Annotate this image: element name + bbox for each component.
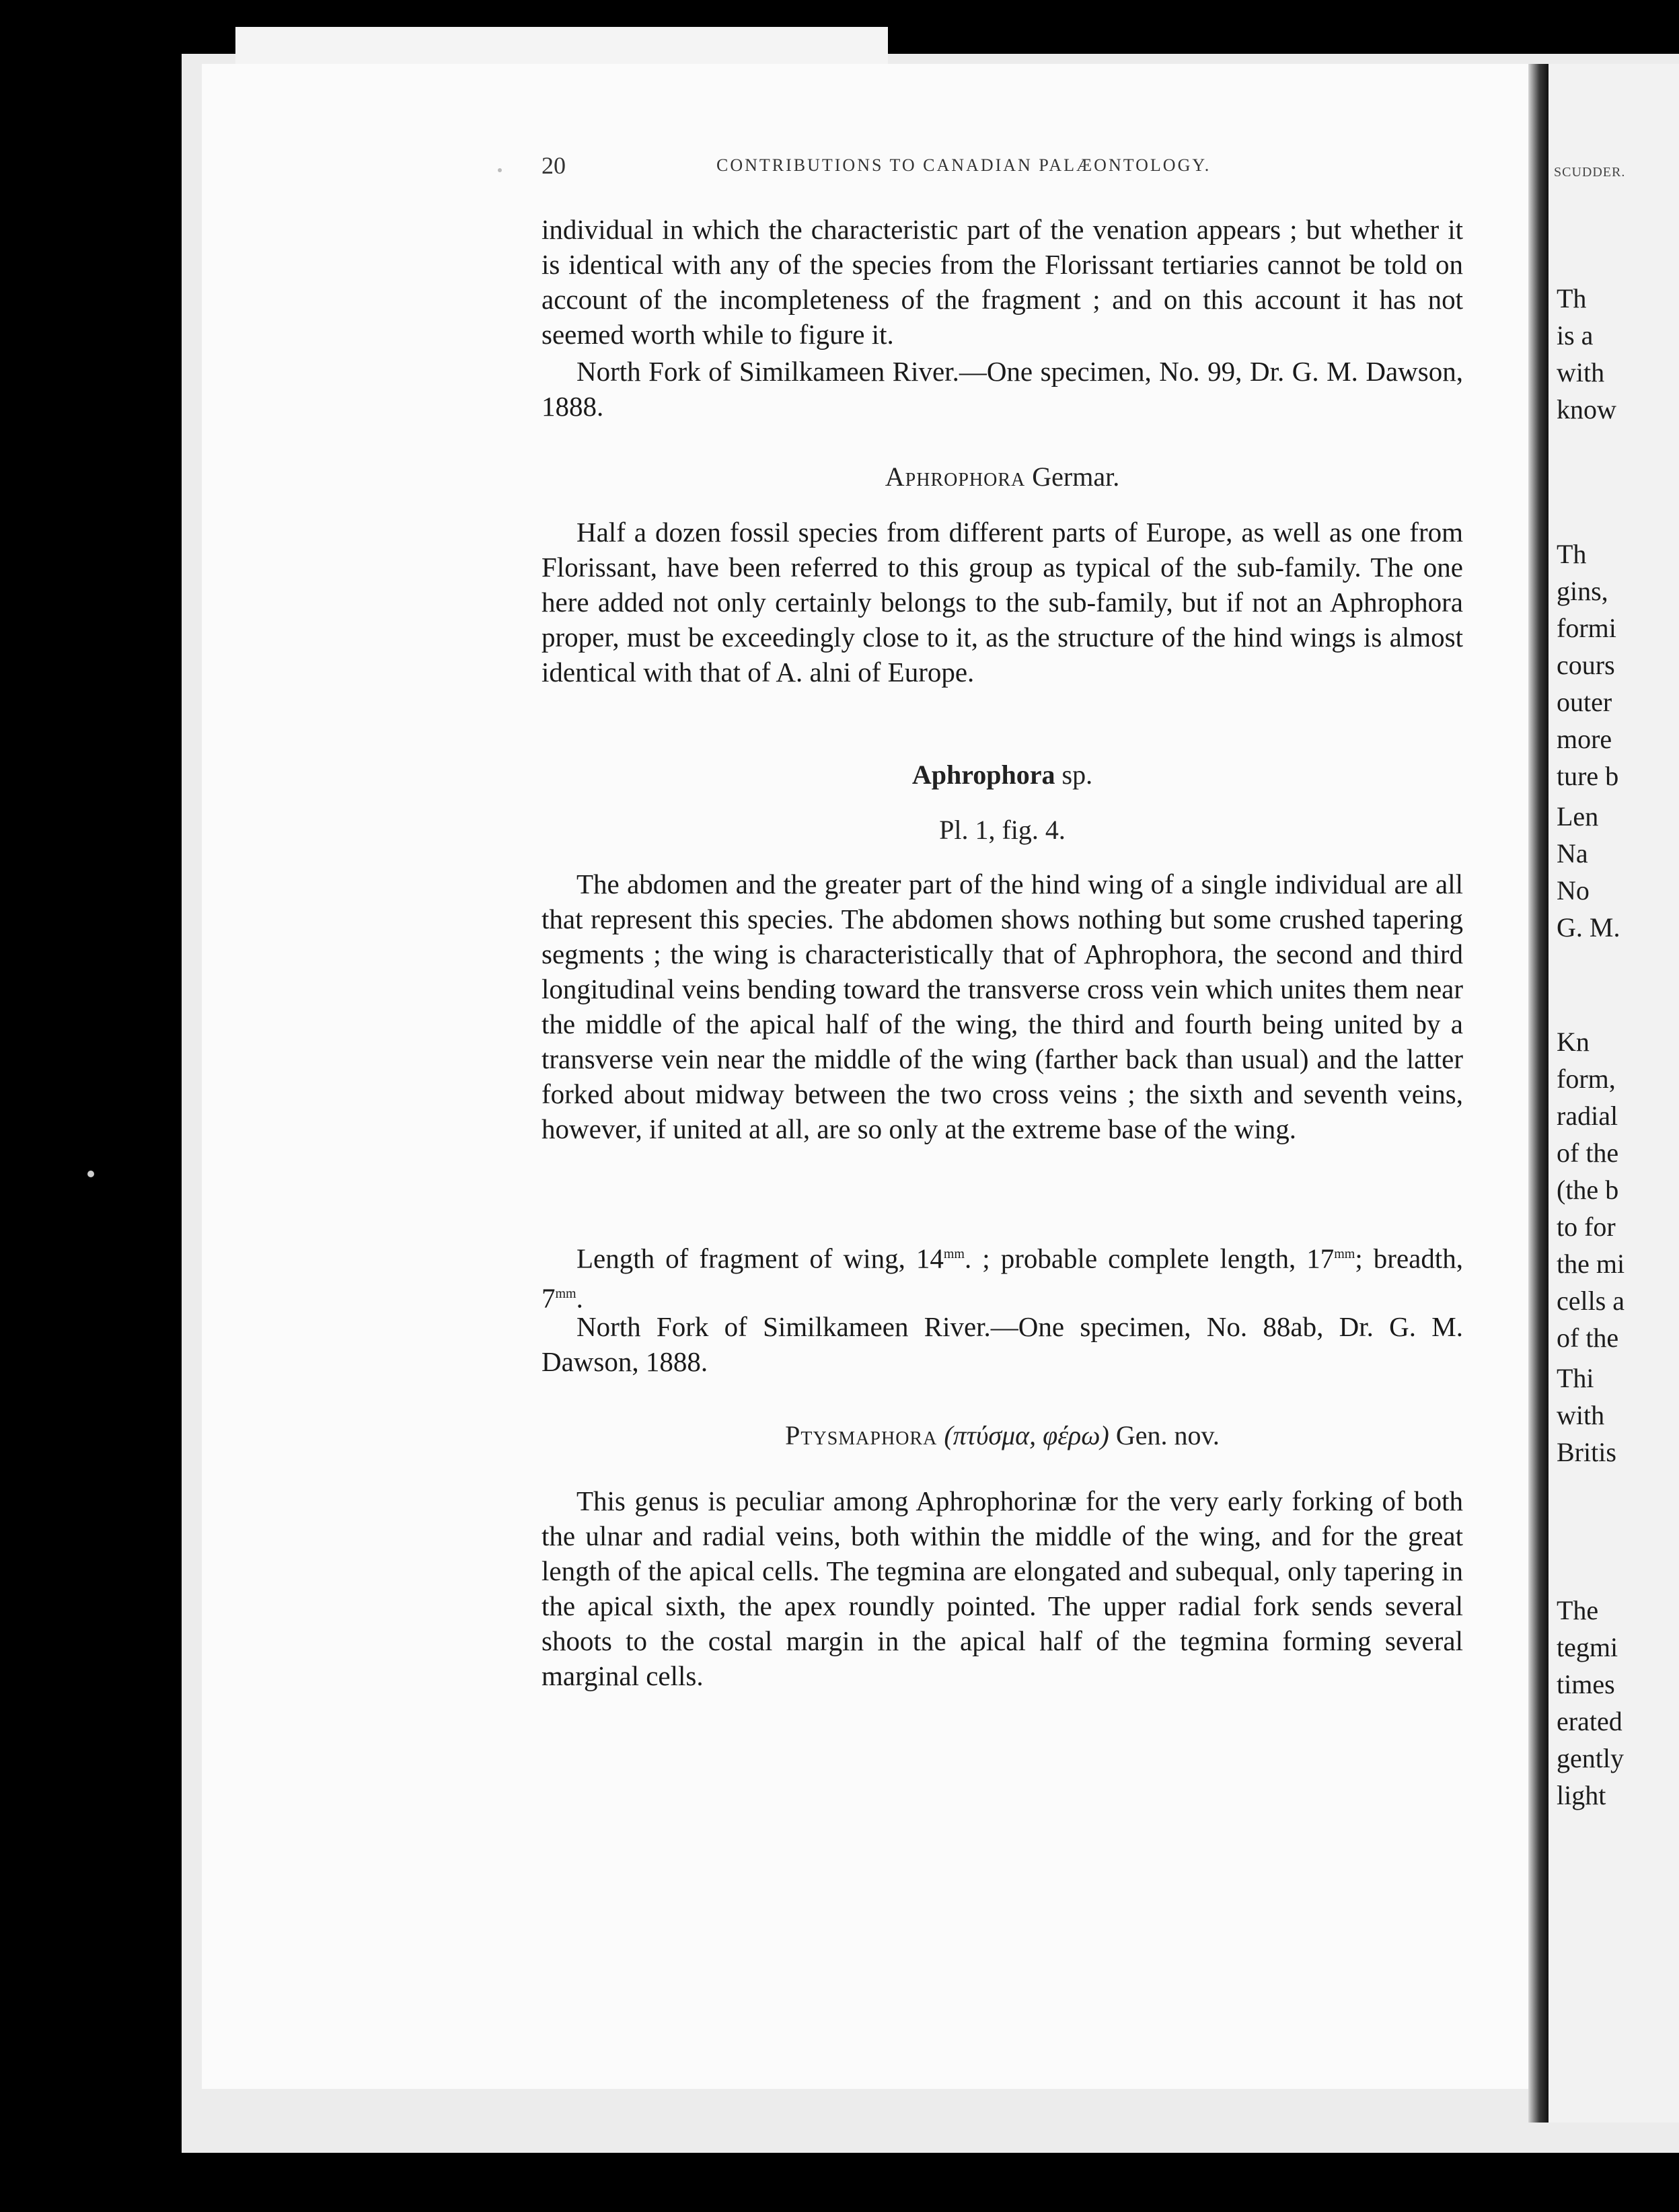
greek-etymology: (πτύσμα, φέρω) xyxy=(944,1420,1109,1450)
facing-page-line: No xyxy=(1557,875,1590,906)
facing-page-line: formi xyxy=(1557,613,1616,643)
facing-page-line: light xyxy=(1557,1780,1606,1810)
facing-page-line: ture b xyxy=(1557,761,1619,791)
facing-page-line: cells a xyxy=(1557,1286,1625,1316)
genus-description-paragraph: Half a dozen fossil species from different parts of Europe, as well as one from Florissant, have been referred to this group as typical of the sub-family. The one here added not only certainly belongs to the sub-family, but if not an Aphrophora proper, must be exceedingly close to it, as the structure of the hind wings is almost identical with that of A. alni of Europe. xyxy=(542,517,1463,688)
unit-mm-2: mm xyxy=(1334,1247,1355,1261)
facing-page-line: (the b xyxy=(1557,1175,1619,1205)
facing-page-line: Th xyxy=(1557,283,1587,314)
facing-page-line: Len xyxy=(1557,801,1599,832)
facing-page-line: Na xyxy=(1557,838,1588,869)
facing-page-line: is a xyxy=(1557,320,1594,351)
running-head: CONTRIBUTIONS TO CANADIAN PALÆONTOLOGY. xyxy=(716,155,1211,175)
facing-page-line: know xyxy=(1557,394,1616,425)
plate-reference: Pl. 1, fig. 4. xyxy=(939,815,1066,845)
facing-page-line: Th xyxy=(1557,539,1587,569)
facing-page-line: Kn xyxy=(1557,1027,1590,1057)
genus-name: Aphrophora xyxy=(885,462,1026,492)
scan-speck xyxy=(498,168,502,172)
page-number: 20 xyxy=(542,152,566,179)
facing-page-line: with xyxy=(1557,357,1605,388)
facing-page-line: gently xyxy=(1557,1743,1624,1773)
new-genus-name: Ptysmaphora xyxy=(785,1420,938,1450)
facing-page-line: cours xyxy=(1557,650,1615,680)
facing-page-line: G. M. xyxy=(1557,912,1620,943)
measurement-paragraph xyxy=(542,1237,1463,1315)
page-header xyxy=(542,151,1463,185)
measurement-text-b: . ; probable complete length, 17 xyxy=(964,1243,1335,1274)
species-name: Aphrophora xyxy=(911,760,1055,790)
scan-edge-top xyxy=(235,27,888,67)
paragraph-continuation: individual in which the characteristic part of the venation appears ; but whether it is identical with any of the species from the Florissant tertiaries cannot be told on account of the incompleteness of the fragment ; and on this account it has not seemed worth while to figure it. xyxy=(542,214,1463,350)
locality-paragraph-1: North Fork of Similkameen River.—One specimen, No. 99, Dr. G. M. Dawson, 1888. xyxy=(542,356,1463,422)
facing-page-line: of the xyxy=(1557,1138,1619,1168)
species-description-paragraph: The abdomen and the greater part of the hind wing of a single individual are all that represent this species. The abdomen shows nothing but some crushed tapering segments ; the wing is characteristically that of Aphrophora, the second and third longitudinal veins bending toward the transverse cross vein which unites them near the middle of the apical half of the wing, the third and fourth being united by a transverse vein near the middle of the wing (farther back than usual) and the latter forked about midway between the two cross veins ; the sixth and seventh veins, however, if united at all, are so only at the extreme base of the wing. xyxy=(542,869,1463,1144)
facing-page-line: radial xyxy=(1557,1101,1618,1131)
scan-speck xyxy=(87,1171,94,1177)
facing-page-line: erated xyxy=(1557,1706,1622,1736)
facing-page-line: the mi xyxy=(1557,1249,1625,1279)
facing-page-line: outer xyxy=(1557,687,1612,717)
facing-page-line: with xyxy=(1557,1400,1605,1430)
facing-page-line: gins, xyxy=(1557,576,1608,606)
genus-heading-ptysmaphora xyxy=(542,1420,1463,1451)
new-genus-description-paragraph: This genus is peculiar among Aphrophorinæ for the very early forking of both the ulnar and radial veins, both within the middle of the wing, and for the great length of the apical cells. The tegmina are elongated and subequal, only tapering in the apical sixth, the apex roundly pointed. The upper radial fork sends several shoots to the costal margin in the apical half of the tegmina forming several marginal cells. xyxy=(542,1485,1463,1691)
facing-page-line: more xyxy=(1557,724,1612,754)
genus-heading-aphrophora xyxy=(542,461,1463,492)
species-heading xyxy=(542,759,1463,790)
facing-page-line: Britis xyxy=(1557,1437,1616,1467)
facing-page-line: The xyxy=(1557,1595,1599,1625)
facing-page-line: Thi xyxy=(1557,1363,1594,1393)
measurement-text-a: Length of fragment of wing, 14 xyxy=(576,1243,944,1274)
facing-page-line: of the xyxy=(1557,1323,1619,1353)
facing-page-line: tegmi xyxy=(1557,1632,1618,1662)
genus-status: Gen. nov. xyxy=(1115,1420,1220,1450)
book-gutter xyxy=(1528,64,1549,2123)
measurement-text-c: ; breadth, 7 xyxy=(542,1243,1463,1314)
unit-mm-1: mm xyxy=(943,1247,965,1261)
facing-page-line: times xyxy=(1557,1669,1615,1699)
unit-mm-3: mm xyxy=(555,1286,576,1301)
measurement-text-d: . xyxy=(576,1282,583,1314)
facing-page xyxy=(1549,64,1679,2123)
facing-running-head: SCUDDER. xyxy=(1554,165,1626,180)
species-abbrev: sp. xyxy=(1061,760,1093,790)
facing-page-line: form, xyxy=(1557,1064,1616,1094)
genus-author: Germar. xyxy=(1032,462,1120,492)
facing-page-line: to for xyxy=(1557,1212,1616,1242)
locality-paragraph-2: North Fork of Similkameen River.—One specimen, No. 88ab, Dr. G. M. Dawson, 1888. xyxy=(542,1311,1463,1377)
